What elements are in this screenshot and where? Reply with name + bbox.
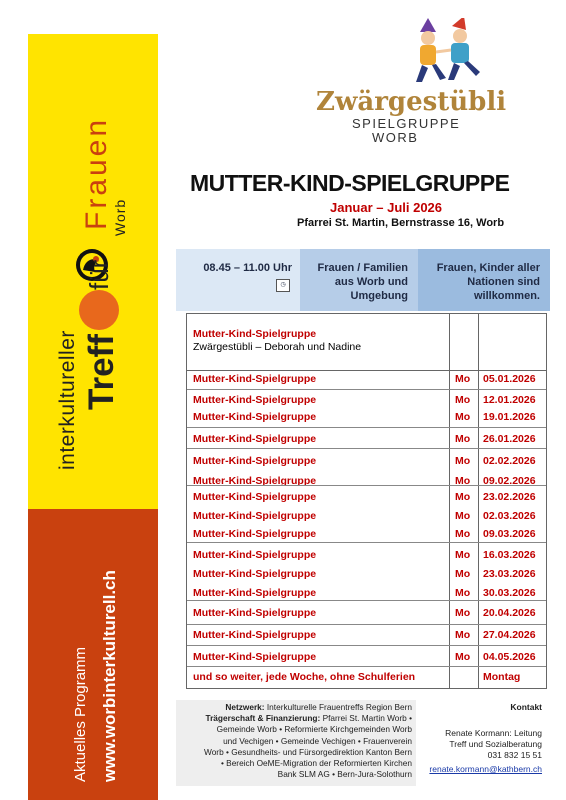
info-welcome-line2: Nationen sind [467,276,540,288]
table-row [187,650,546,665]
intro-title: Mutter-Kind-Spielgruppe [193,328,317,340]
row-date: 09.02.2026 [483,475,536,487]
table-row [187,393,546,408]
row-date: 19.01.2026 [483,411,536,423]
sidebar-fuer-text: für [84,259,114,290]
traeger-line3: und Vechigen • Gemeinde Vechigen • Frauenverein [223,735,412,746]
row-day: Mo [455,528,471,540]
row-name: Mutter-Kind-Spielgruppe [193,455,317,467]
sidebar-treff-text: Treff [82,334,121,410]
netzwerk-label: Netzwerk: [225,702,265,712]
row-date: 04.05.2026 [483,651,536,663]
row-divider [187,370,546,371]
row-date: 16.03.2026 [483,549,536,561]
table-row [187,567,546,582]
info-audience-line2: aus Worb und [334,276,408,288]
table-row [187,509,546,524]
row-date: 12.01.2026 [483,394,536,406]
info-welcome-line1: Frauen, Kinder aller [436,262,540,274]
row-date: 02.03.2026 [483,510,536,522]
table-row [187,670,546,685]
row-day: Mo [455,568,471,580]
orange-circle-icon [79,290,119,330]
sidebar-programm-text: Aktuelles Programm [72,646,89,782]
row-day: Mo [455,411,471,423]
row-name: Mutter-Kind-Spielgruppe [193,491,317,503]
traeger-line2: Gemeinde Worb • Reformierte Kirchgemeinden Worb [216,724,412,735]
row-name: Mutter-Kind-Spielgruppe [193,568,317,580]
row-name: Mutter-Kind-Spielgruppe [193,433,317,445]
traeger-line1: Pfarrei St. Martin Worb • [322,713,412,724]
schedule-table [186,313,547,689]
table-row [187,454,546,469]
netzwerk-text: Interkulturelle Frauentreffs Region Bern [266,702,412,712]
contact-heading: Kontakt [510,702,542,712]
row-name: Mutter-Kind-Spielgruppe [193,373,317,385]
row-day: Mo [455,629,471,641]
row-date: 23.02.2026 [483,491,536,503]
row-day: Mo [455,491,471,503]
row-day: Mo [455,607,471,619]
table-row [187,606,546,621]
logo-subtitle-location: WORB [372,130,419,145]
intro-subtitle: Zwärgestübli – Deborah und Nadine [193,341,362,353]
row-day: Mo [455,433,471,445]
row-divider [187,448,546,449]
table-row [187,432,546,447]
table-row [187,628,546,643]
row-day: Mo [455,549,471,561]
row-day: Mo [455,373,471,385]
table-row [187,548,546,563]
row-divider [187,427,546,428]
contact-line2: Treff und Sozialberatung [449,739,542,749]
sidebar-frauen-text: Frauen [80,116,113,230]
traeger-line4: Worb • Gesundheits- und Fürsorgedirektion Kanton Bern [204,746,412,757]
row-day: Mo [455,651,471,663]
traeger-line5: • Bereich OeME-Migration der Reformierten Kirchen [220,758,412,769]
row-date: 27.04.2026 [483,629,536,641]
row-day: Mo [455,510,471,522]
info-time: 08.45 – 11.00 Uhr [203,262,292,274]
row-divider [187,624,546,625]
info-welcome-cell [418,249,550,311]
page-title: MUTTER-KIND-SPIELGRUPPE [190,170,510,196]
row-name: Mutter-Kind-Spielgruppe [193,587,317,599]
row-name: Mutter-Kind-Spielgruppe [193,394,317,406]
row-name: Mutter-Kind-Spielgruppe [193,629,317,641]
table-row [187,527,546,542]
clock-icon: ◷ [276,279,290,292]
dwarf-kids-logo-icon [390,18,500,90]
schedule-intro [193,328,361,354]
period-text: Januar – Juli 2026 [330,200,443,215]
row-date: 26.01.2026 [483,433,536,445]
row-day: Mo [455,394,471,406]
info-audience-line3: Umgebung [350,290,408,302]
row-divider [187,389,546,390]
row-divider [187,666,546,667]
location-text: Pfarrei St. Martin, Bernstrasse 16, Worb [297,217,505,229]
row-name: Mutter-Kind-Spielgruppe [193,475,317,487]
sidebar-interkultureller-text: interkultureller [56,330,79,470]
table-row [187,474,546,489]
info-time-cell [176,249,300,311]
row-name: und so weiter, jede Woche, ohne Schulferien [193,671,416,683]
row-name: Mutter-Kind-Spielgruppe [193,528,317,540]
row-divider [187,645,546,646]
row-date: 05.01.2026 [483,373,536,385]
sidebar-website-link[interactable]: www.worbinterkulturell.ch [100,570,119,782]
traeger-line6: Bank SLM AG • Bern-Jura-Solothurn [277,769,412,780]
contact-email-link[interactable]: renate.kormann@kathbern.ch [429,764,542,774]
row-name: Mutter-Kind-Spielgruppe [193,607,317,619]
logo-subtitle: SPIELGRUPPE [352,116,461,131]
traeger-label: Trägerschaft & Finanzierung: [205,713,321,724]
logo-name: Zwärgestübli [316,87,507,117]
row-day: Mo [455,455,471,467]
row-name: Mutter-Kind-Spielgruppe [193,510,317,522]
row-date: Montag [483,671,521,683]
footer-sponsors [176,702,412,780]
row-date: 23.03.2026 [483,568,536,580]
info-band [176,249,550,311]
info-audience-line1: Frauen / Familien [317,262,408,274]
row-day: Mo [455,475,471,487]
row-date: 20.04.2026 [483,607,536,619]
row-name: Mutter-Kind-Spielgruppe [193,651,317,663]
contact-line1: Renate Kormann: Leitung [445,728,542,738]
row-name: Mutter-Kind-Spielgruppe [193,411,317,423]
row-date: 02.02.2026 [483,455,536,467]
sidebar-orange-panel [28,509,158,800]
contact-person [418,728,542,750]
row-divider [187,600,546,601]
row-divider [187,485,546,486]
row-day: Mo [455,587,471,599]
sidebar-worb-text: Worb [112,198,128,236]
row-divider [187,542,546,543]
table-row [187,372,546,387]
info-audience-cell [300,249,418,311]
table-row [187,586,546,601]
contact-phone: 031 832 15 51 [487,750,542,760]
table-row [187,410,546,425]
footer-contact [418,700,550,786]
row-date: 30.03.2026 [483,587,536,599]
info-welcome-line3: willkommen. [473,290,540,302]
row-name: Mutter-Kind-Spielgruppe [193,549,317,561]
row-date: 09.03.2026 [483,528,536,540]
table-row [187,490,546,505]
